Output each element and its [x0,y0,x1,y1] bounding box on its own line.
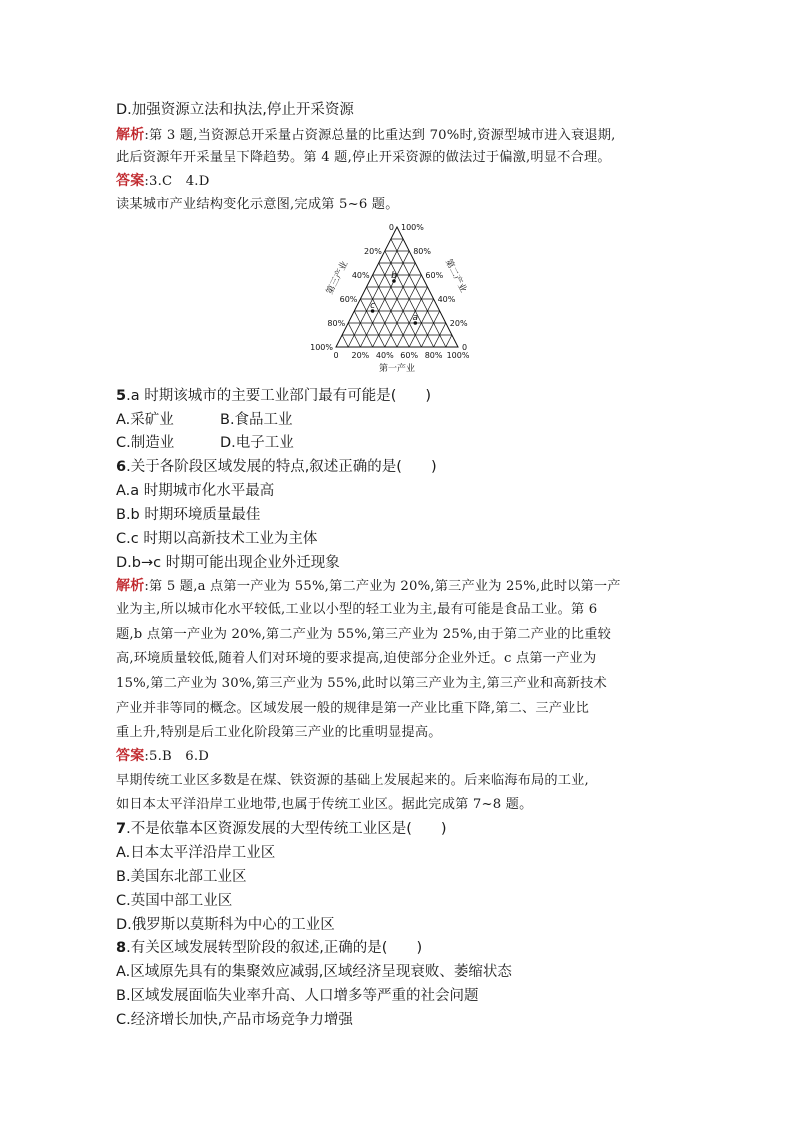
answer-5-6: 答案:5.B 6.D [116,748,210,764]
analysis-3-4-line1: 解析:第 3 题,当资源总开采量占资源总量的比重达到 70%时,资源型城市进入衰退期, [116,127,616,143]
tick-label-primary: 100% [446,351,470,360]
grid-line-primary [446,335,452,347]
q6-option-d: D.b→c 时期可能出现企业外迁现象 [116,555,340,571]
q7-number: 7 [116,821,127,837]
grid-line-tertiary [379,263,422,347]
analysis-5-6-line3: 题,b 点第一产业为 20%,第二产业为 55%,第三产业为 25%,由于第二产业的比重较 [116,627,611,642]
analysis-5-6-line1: 解析:第 5 题,a 点第一产业为 55%,第二产业为 20%,第三产业为 25%,此时以第一产 [116,578,621,594]
analysis-5-6-line5: 15%,第二产业为 30%,第三产业为 55%,此时以第三产业为主,第三产业和高新技术 [116,676,607,691]
q8-option-b: B.区域发展面临失业率升高、人口增多等严重的社会问题 [116,988,479,1004]
q7-option-d: D.俄罗斯以莫斯科为中心的工业区 [116,917,335,933]
axis-label-tertiary: 第三产业 [325,259,351,297]
q6-option-a: A.a 时期城市化水平最高 [116,483,275,499]
q8-option-c: C.经济增长加快,产品市场竞争力增强 [116,1012,353,1028]
intro-5-6: 读某城市产业结构变化示意图,完成第 5~6 题。 [116,197,399,212]
grid-line-tertiary [367,287,398,347]
analysis-5-6-line7: 重上升,特别是后工业化阶段第三产业的比重明显提高。 [116,725,442,740]
tick-label-secondary: 40% [437,295,456,304]
q5-option-a: A.采矿业 [116,412,174,428]
tick-label-primary: 20% [351,351,370,360]
q8-stem: 8.有关区域发展转型阶段的叙述,正确的是( ) [116,940,423,956]
q7-option-a: A.日本太平洋沿岸工业区 [116,845,276,861]
answer-label: 答案 [116,173,145,189]
intro-7-8-line1: 早期传统工业区多数是在煤、铁资源的基础上发展起来的。后来临海布局的工业, [116,773,589,788]
q5-stem: 5.a 时期该城市的主要工业部门最有可能是( ) [116,388,432,404]
tick-label-tertiary: 0 [388,223,394,232]
analysis-5-6-line4: 高,环境质量较低,随着人们对环境的要求提高,迫使部分企业外迁。c 点第一产业为 [116,651,597,666]
q5-option-b: B.食品工业 [220,412,293,428]
q5-number: 5 [116,388,127,404]
tick-label-tertiary: 60% [339,295,358,304]
q7-option-c: C.英国中部工业区 [116,893,233,909]
analysis-5-6-line6: 产业并非等同的概念。区域发展一般的规律是第一产业比重下降,第二、三产业比 [116,701,589,716]
q6-number: 6 [116,459,127,475]
tick-label-secondary: 20% [449,319,468,328]
tick-label-secondary: 60% [425,271,444,280]
tick-label-tertiary: 100% [310,343,333,352]
grid-line-tertiary [342,335,348,347]
q7-option-b: B.美国东北部工业区 [116,869,247,885]
tick-label-primary: 60% [400,351,419,360]
tick-label-tertiary: 40% [351,271,370,280]
analysis-label: 解析 [116,578,145,594]
q8-option-a: A.区域原先具有的集聚效应减弱,区域经济呈现衰败、萎缩状态 [116,964,512,980]
q5-options-ab [116,411,293,429]
tick-label-primary: 0 [333,351,339,360]
tick-label-tertiary: 20% [364,247,382,256]
analysis-5-6-line2: 业为主,所以城市化水平较低,工业以小型的轻工业为主,最有可能是食品工业。第 6 [116,602,598,617]
tick-label-secondary: 100% [401,223,424,232]
q5-option-d: D.电子工业 [220,435,294,451]
analysis-label: 解析 [116,127,145,143]
data-point-label-a: a [412,313,419,323]
tick-label-tertiary: 80% [327,319,346,328]
q4-option-d: D.加强资源立法和执法,停止开采资源 [116,102,354,118]
axis-label-secondary: 第二产业 [442,257,468,295]
tick-label-secondary: 80% [413,247,431,256]
data-point-label-c: c [370,301,376,311]
tick-label-primary: 80% [424,351,443,360]
analysis-3-4-line2: 此后资源年开采量呈下降趋势。第 4 题,停止开采资源的做法过于偏激,明显不合理。 [116,150,611,165]
ternary-grid [336,227,458,347]
ternary-chart [0,212,794,382]
intro-7-8-line2: 如日本太平洋沿岸工业地带,也属于传统工业区。据此完成第 7~8 题。 [116,797,533,812]
q5-option-c: C.制造业 [116,435,175,451]
q6-option-b: B.b 时期环境质量最佳 [116,507,261,523]
q7-stem: 7.不是依靠本区资源发展的大型传统工业区是( ) [116,821,447,837]
tick-label-primary: 40% [375,351,394,360]
answer-label: 答案 [116,748,145,764]
q8-number: 8 [116,940,127,956]
data-point-label-b: b [391,271,397,281]
q5-options-cd [116,434,294,452]
answer-3-4: 答案:3.C 4.D [116,173,210,189]
axis-label-primary: 第一产业 [378,364,416,374]
tick-label-secondary: 0 [462,343,468,352]
q6-option-c: C.c 时期以高新技术工业为主体 [116,531,318,547]
q6-stem: 6.关于各阶段区域发展的特点,叙述正确的是( ) [116,459,437,475]
